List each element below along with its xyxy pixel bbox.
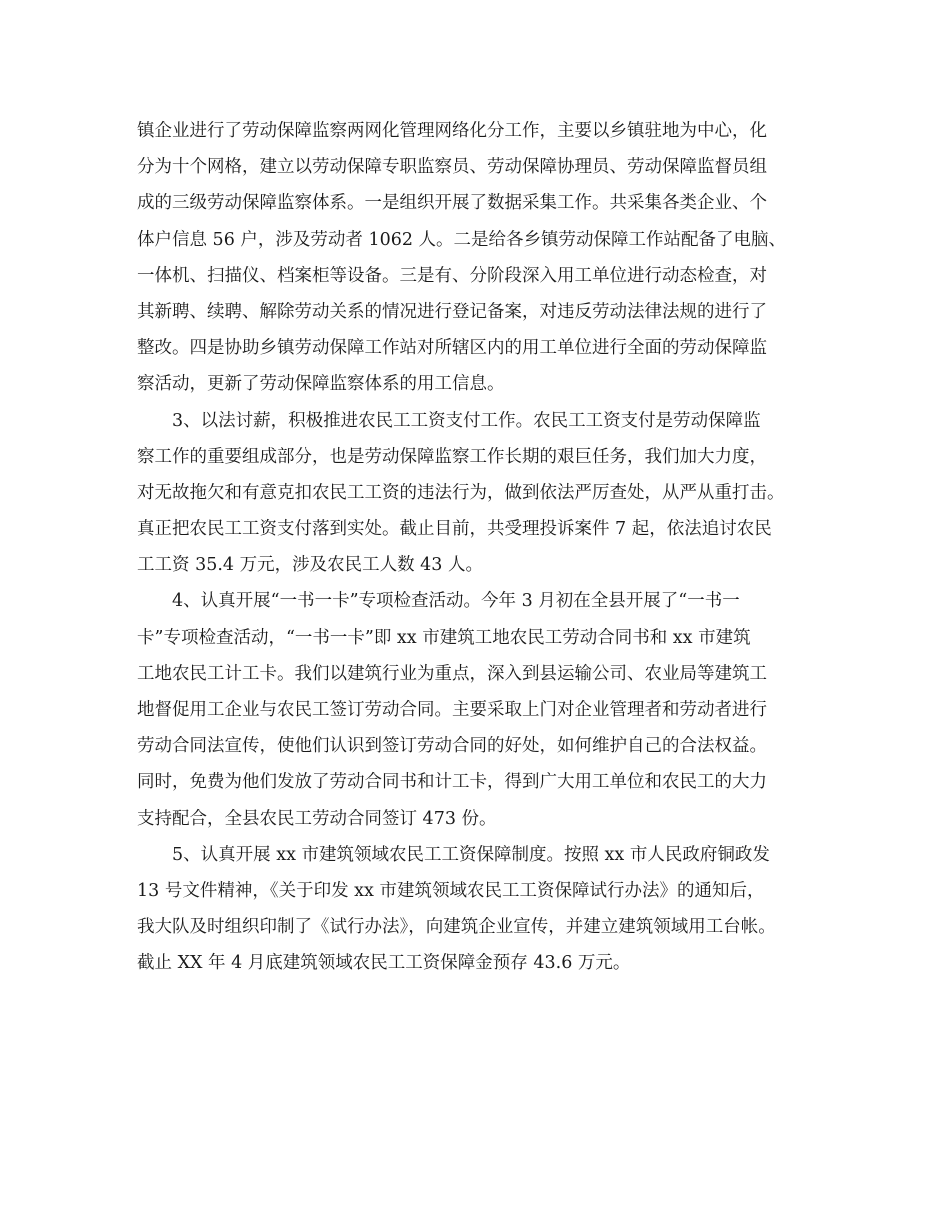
text-line: 察工作的重要组成部分，也是劳动保障监察工作长期的艰巨任务，我们加大力度， [137, 446, 767, 467]
text-line: 工工资 35.4 万元，涉及农民工人数 43 人。 [137, 555, 483, 576]
text-line: 同时，免费为他们发放了劳动合同书和计工卡，得到广大用工单位和农民工的大力 [137, 772, 767, 793]
text-line: 镇企业进行了劳动保障监察两网化管理网络化分工作，主要以乡镇驻地为中心，化 [137, 121, 767, 141]
text-line: 工地农民工计工卡。我们以建筑行业为重点，深入到县运输公司、农业局等建筑工 [137, 663, 767, 684]
text-line: 地督促用工企业与农民工签订劳动合同。主要采取上门对企业管理者和劳动者进行 [137, 700, 767, 720]
text-line: 13 号文件精神，《关于印发 xx 市建筑领域农民工工资保障试行办法》的通知后， [137, 880, 765, 901]
text-line: 分为十个网格，建立以劳动保障专职监察员、劳动保障协理员、劳动保障监督员组 [137, 157, 767, 178]
document-body [137, 113, 817, 982]
text-line: 劳动合同法宣传，使他们认识到签订劳动合同的好处，如何维护自己的合法权益。 [137, 736, 767, 757]
text-line: 支持配合，全县农民工劳动合同签订 473 份。 [137, 808, 497, 829]
paragraph-5-start: 5、认真开展 xx 市建筑领域农民工工资保障制度。按照 xx 市人民政府铜政发 [172, 844, 770, 865]
paragraph-4-start: 4、认真开展“一书一卡”专项检查活动。今年 3 月初在全县开展了“一书一 [172, 591, 740, 612]
text-line: 截止 XX 年 4 月底建筑领域农民工工资保障金预存 43.6 万元。 [137, 953, 631, 974]
text-line: 一体机、扫描仪、档案柜等设备。三是有、分阶段深入用工单位进行动态检查，对 [137, 265, 767, 286]
text-line: 卡”专项检查活动，“一书一卡”即 xx 市建筑工地农民工劳动合同书和 xx 市建筑 [137, 627, 751, 648]
text-line: 整改。四是协助乡镇劳动保障工作站对所辖区内的用工单位进行全面的劳动保障监 [137, 338, 767, 359]
text-line: 真正把农民工工资支付落到实处。截止目前，共受理投诉案件 7 起，依法追讨农民 [137, 519, 772, 540]
paragraph-3-start: 3、以法讨薪，积极推进农民工工资支付工作。农民工工资支付是劳动保障监 [172, 410, 761, 431]
text-line: 其新聘、续聘、解除劳动关系的情况进行登记备案，对违反劳动法律法规的进行了 [137, 301, 767, 322]
text-line: 成的三级劳动保障监察体系。一是组织开展了数据采集工作。共采集各类企业、个 [137, 193, 767, 214]
text-line: 对无故拖欠和有意克扣农民工工资的违法行为，做到依法严厉查处，从严从重打击。 [137, 482, 785, 503]
text-line: 我大队及时组织印制了《试行办法》，向建筑企业宣传，并建立建筑领域用工台帐。 [137, 917, 776, 938]
text-line: 体户信息 56 户，涉及劳动者 1062 人。二是给各乡镇劳动保障工作站配备了电脑、 [137, 229, 787, 250]
text-line: 察活动，更新了劳动保障监察体系的用工信息。 [137, 374, 505, 395]
